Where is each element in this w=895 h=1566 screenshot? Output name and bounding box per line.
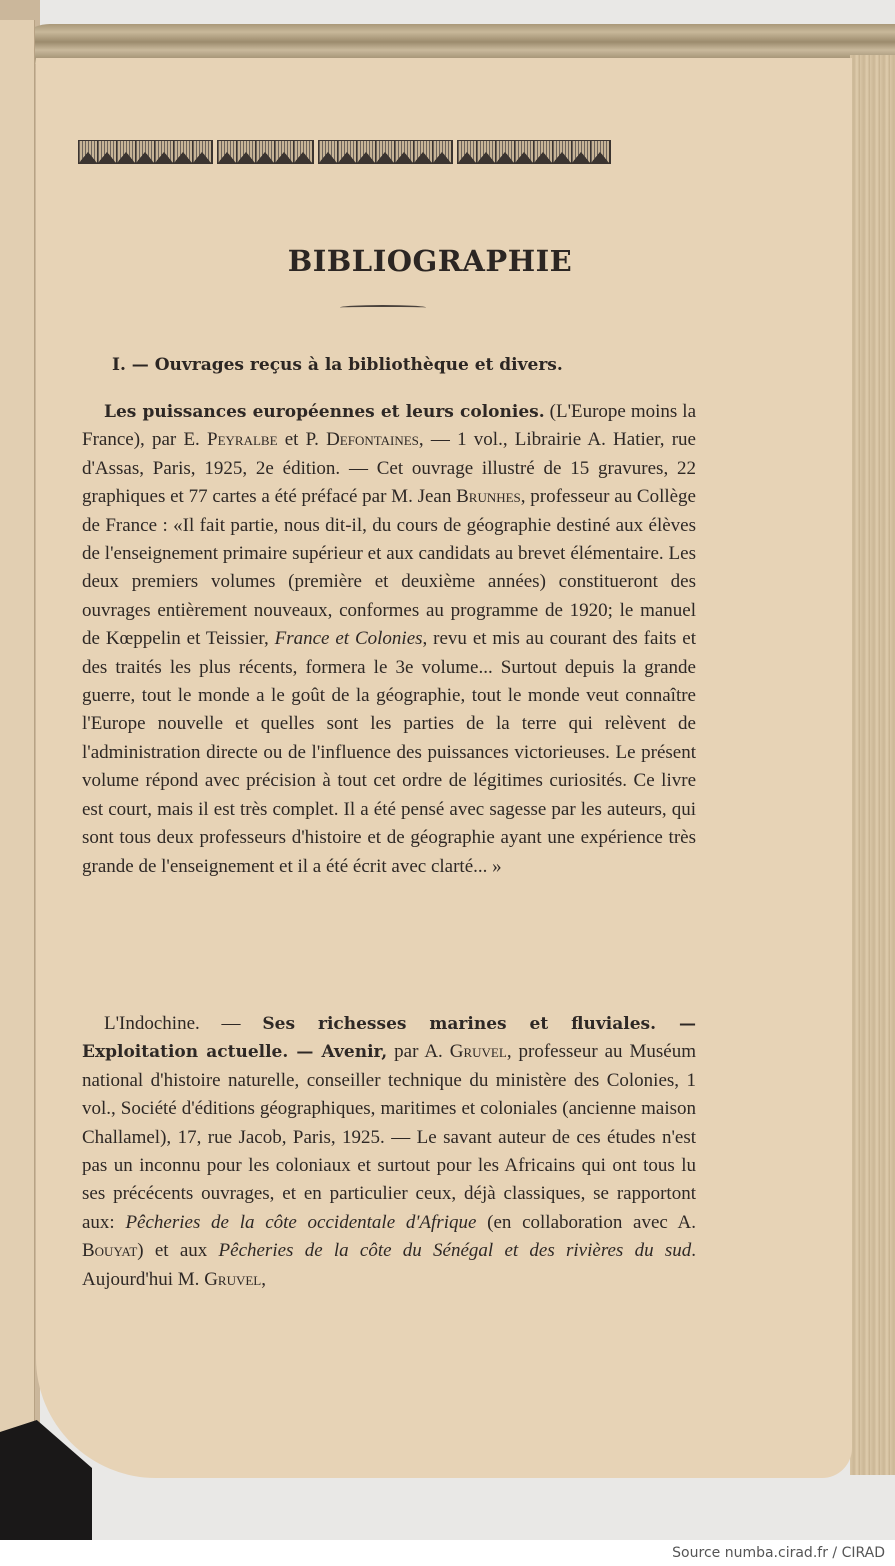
cited-title: Pêcheries de la côte du Sénégal et des rivières du sud xyxy=(218,1240,692,1262)
author-name: Gruvel xyxy=(449,1041,507,1063)
source-credit: Source numba.cirad.fr / CIRAD xyxy=(672,1545,885,1561)
entry-title: Les puissances européennes et leurs colonies. xyxy=(104,402,545,422)
page-left-edge xyxy=(0,20,35,1440)
ornament-group xyxy=(217,140,314,164)
author-name: Peyralbe xyxy=(207,429,278,451)
entry-paragraph: L'Indochine. — Ses richesses marines et fluviales. — Exploitation actuelle. — Avenir, par A. Gruvel, professeur au Muséum national d'histoire naturelle, conseiller technique du ministère des Colonies, 1 vol., Société d'éditions géographiques, maritimes et coloniales (ancienne maison Challamel), 17, rue Jacob, Paris, 1925. — Le savant auteur de ces études n'est pas un inconnu pour les coloniaux et surtout pour les Africains qui ont tous lu ses précécents ouvrages, et en particulier ceux, déjà classiques, se rapportont aux: Pêcheries de la côte occidentale d'Afrique (en collaboration avec A. Bouyat) et aux Pêcheries de la côte du Sénégal et des rivières du sud. Aujourd'hui M. Gruvel, xyxy=(82,1013,697,1290)
page-title: BIBLIOGRAPHIE xyxy=(287,244,573,278)
cited-title: Pêcheries de la côte occidentale d'Afrique xyxy=(125,1211,477,1233)
entry-title: Ses richesses marines et fluviales. — Exploitation actuelle. — Avenir, xyxy=(82,1014,696,1063)
title-wavy-rule xyxy=(340,305,426,310)
section-heading: I. — Ouvrages reçus à la bibliothèque et divers. xyxy=(112,355,563,375)
entry-paragraph: Les puissances européennes et leurs colonies. (L'Europe moins la France), par E. Peyralbe et P. Defontaines, — 1 vol., Librairie A. Hatier, rue d'Assas, Paris, 1925, 2e édition. — Cet ouvrage illustré de 15 gravures, 22 graphiques et 77 cartes a été préfacé par M. Jean Brunhes, professeur au Collège de France : «Il fait partie, nous dit-il, du cours de géographie destiné aux élèves de l'enseignement primaire supérieur et aux candidats au brevet élémentaire. Les deux premiers volumes (première et deuxième années) constitueront des ouvrages entièrement nouveaux, conformes au programme de 1920; le manuel de Kœppelin et Teissier, France et Colonies, revu et mis au courant des faits et des traités les plus récents, formera le 3e volume... Surtout depuis la grande guerre, tout le monde a le goût de la géographie, tout le monde veut connaître l'Europe nouvelle et quelles sont les parties de la terre qui relèvent de l'administration directe ou de l'influence des puissances victorieuses. Le présent volume répond avec précision à tout cet ordre de légitimes curiosités. Ce livre est court, mais il est très complet. Il a été pensé avec sagesse par les auteurs, qui sont tous deux professeurs d'histoire et de géographie ayant une expérience très grande de l'enseignement et il a été écrit avec clarté... » xyxy=(82,401,696,877)
author-name: Brunhes xyxy=(456,486,521,508)
ornament-group xyxy=(457,140,611,164)
entry-title-lead: L'Indochine. — xyxy=(104,1013,263,1034)
author-name: Gruvel xyxy=(204,1268,262,1290)
bibliography-entry xyxy=(82,398,696,881)
bibliography-entry xyxy=(82,1010,696,1294)
cited-title: France et Colonies xyxy=(274,628,423,650)
author-name: Bouyat xyxy=(82,1240,138,1262)
decorative-ornament-band xyxy=(78,140,694,164)
ornament-group xyxy=(78,140,213,164)
ornament-group xyxy=(318,140,453,164)
author-name: Defontaines xyxy=(326,429,419,451)
